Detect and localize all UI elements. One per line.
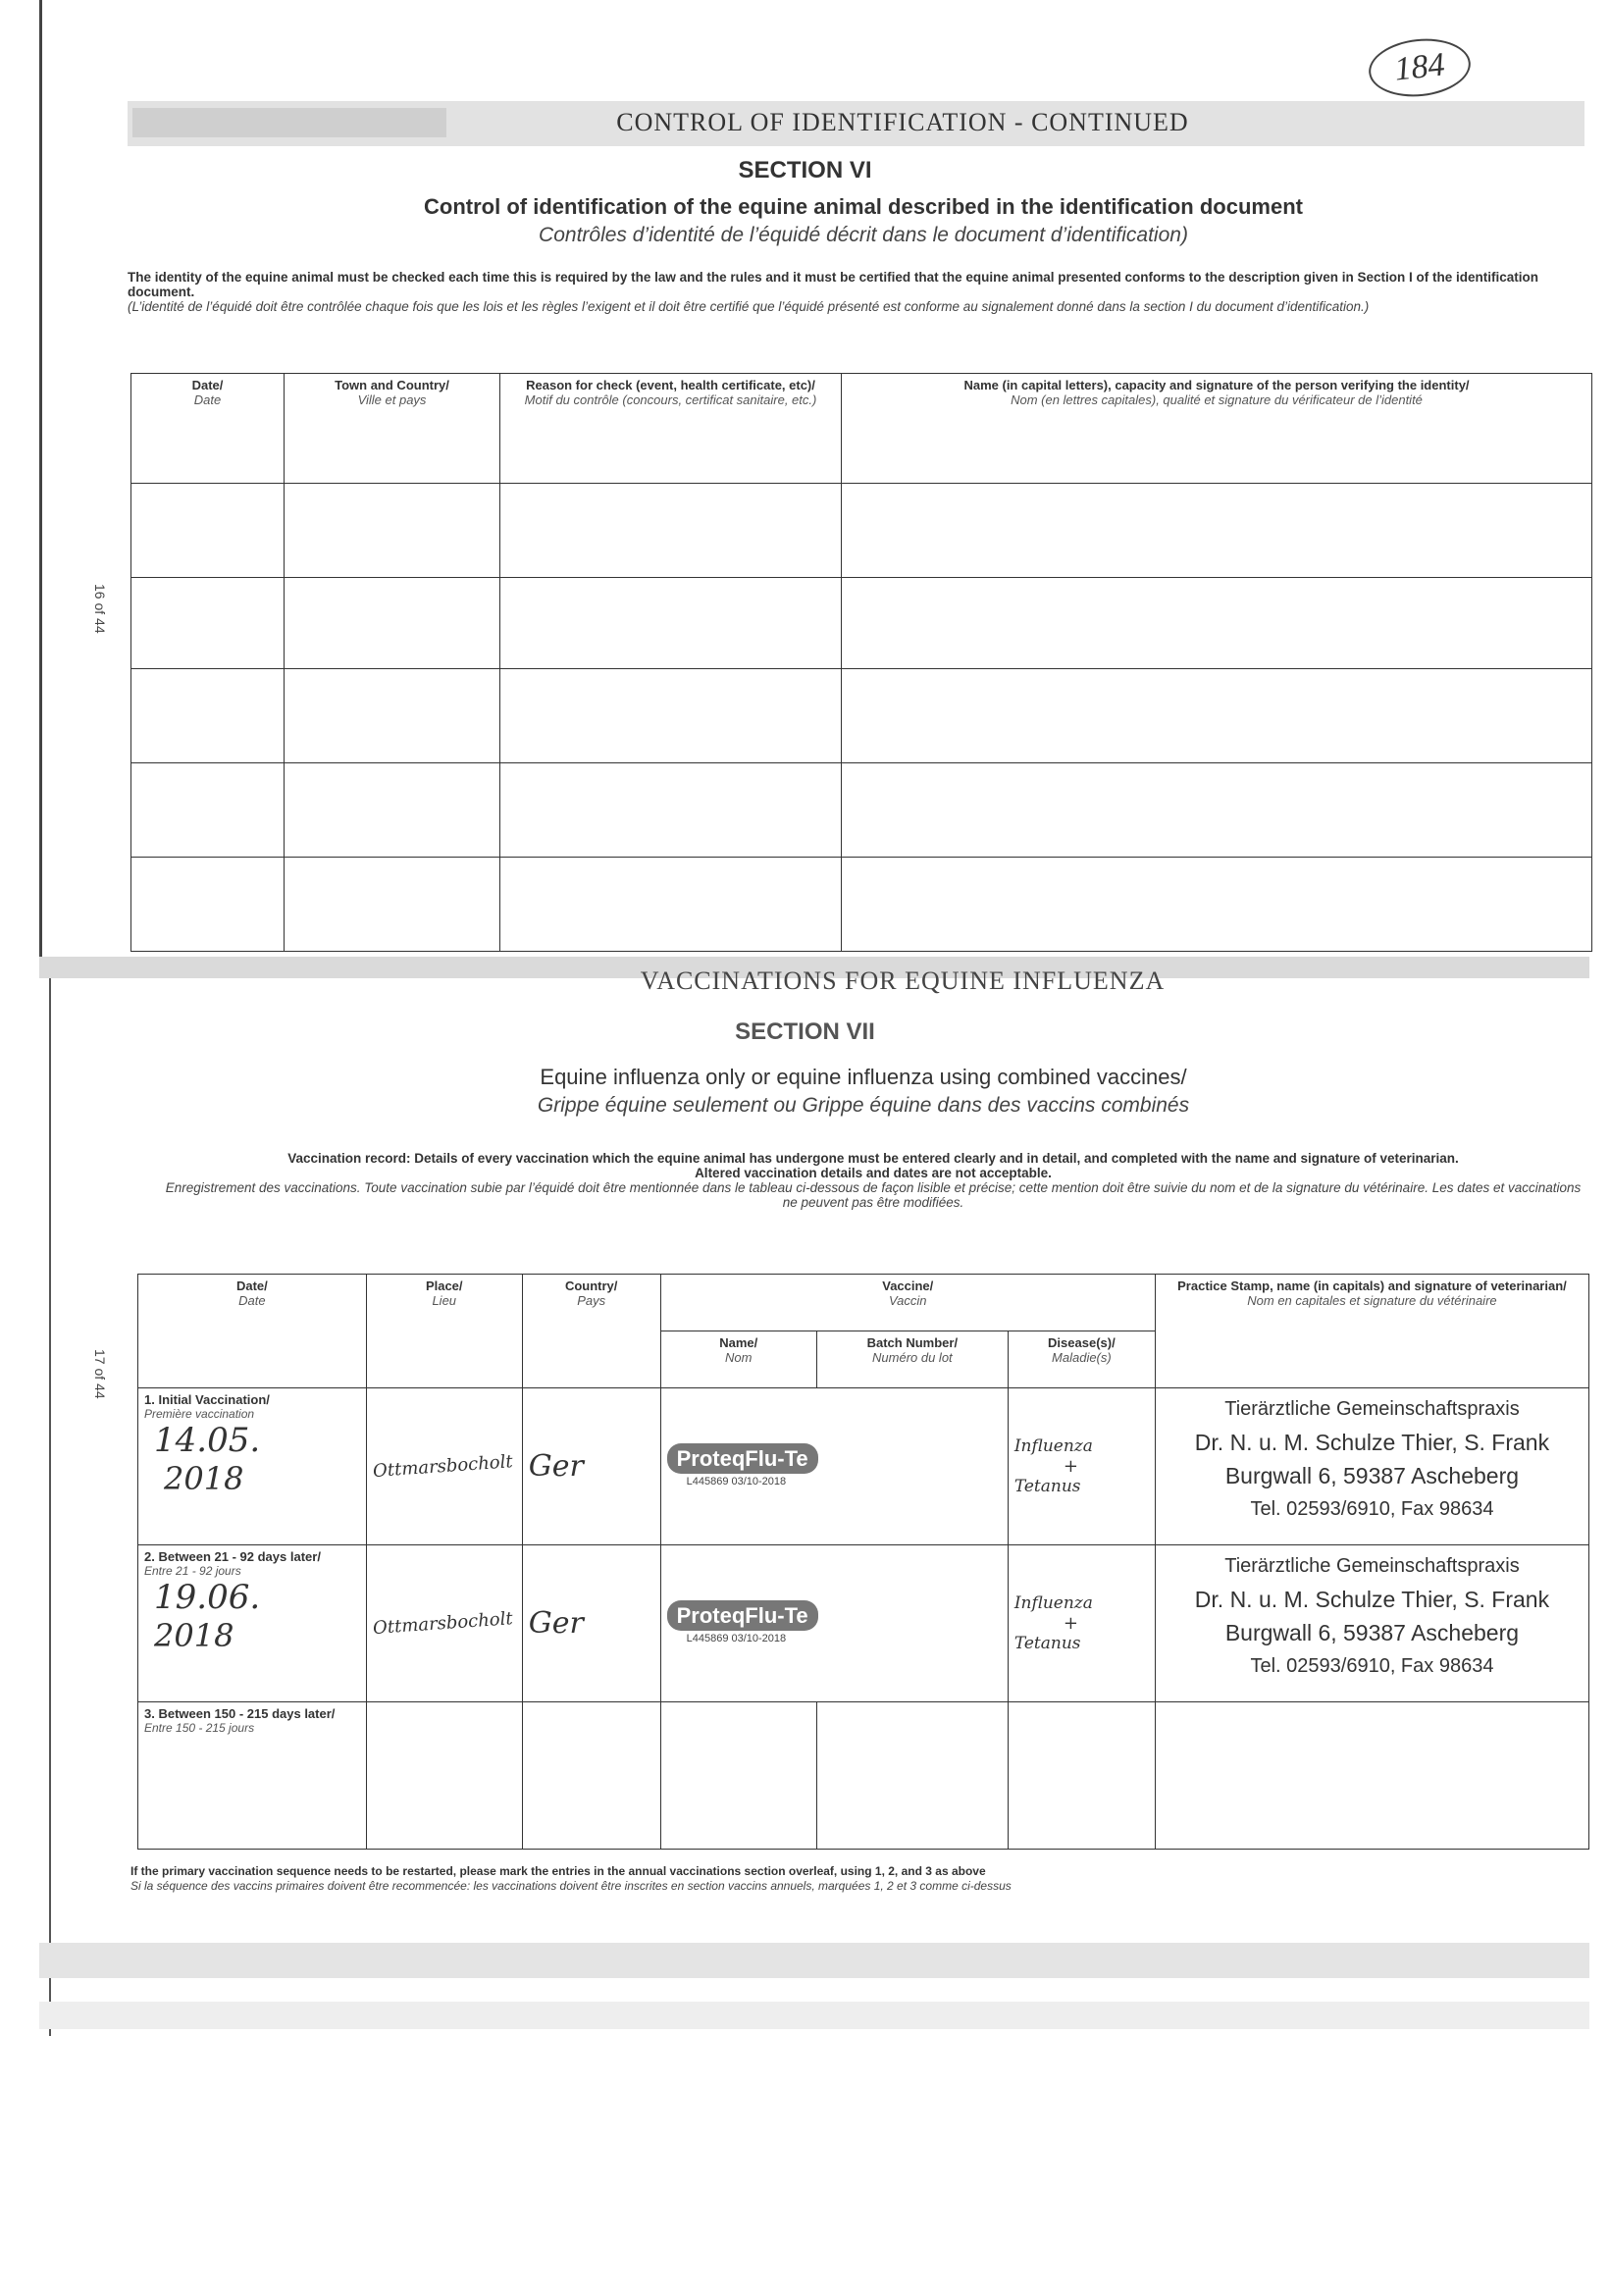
page-edge bbox=[39, 0, 42, 966]
col-batch-header: Batch Number/ Numéro du lot bbox=[816, 1331, 1008, 1388]
section-7-subtitle: Equine influenza only or equine influenza using combined vaccines/ bbox=[540, 1065, 1187, 1089]
table-row bbox=[131, 858, 1592, 952]
vaccine-label-sticker: ProteqFlu-Te bbox=[667, 1443, 818, 1474]
vet-stamp: Tierärztliche Gemeinschaftspraxis Dr. N. u. M. Schulze Thier, S. Frank Burgwall 6, 59387 Ascheberg Tel. 02593/6910, Fax 98634 bbox=[1194, 1398, 1550, 1520]
section-7-faded-header: VACCINATIONS FOR EQUINE INFLUENZA bbox=[640, 966, 1166, 995]
col-place-header: Place/ Lieu bbox=[366, 1275, 522, 1388]
country-cell: Ger bbox=[522, 1545, 660, 1702]
table-row bbox=[131, 578, 1592, 669]
vaccine-sticker-cell: ProteqFlu-Te L445869 03/10-2018 bbox=[660, 1388, 1008, 1545]
section-7-note-en-1: Vaccination record: Details of every vaccination which the equine animal has undergone must be entered clearly and in detail, and completed with the name and signature of veterinarian. bbox=[287, 1151, 1459, 1166]
identification-check-table bbox=[130, 373, 1592, 952]
side-page-label: 17 of 44 bbox=[92, 1349, 108, 1399]
section-6-title: SECTION VI bbox=[738, 157, 872, 183]
vaccination-table bbox=[137, 1274, 1589, 1850]
vet-stamp-cell bbox=[1155, 1545, 1588, 1702]
table-row bbox=[138, 1545, 1589, 1702]
section-7-subtitle-fr: Grippe équine seulement ou Grippe équine dans des vaccins combinés bbox=[537, 1094, 1190, 1117]
page-number: 184 bbox=[1366, 34, 1473, 102]
col-vaccine-header: Vaccine/ Vaccin bbox=[660, 1275, 1155, 1331]
table-row bbox=[131, 669, 1592, 763]
section-6-note-fr: (L’identité de l’équidé doit être contrôlée chaque fois que les lois et les règles l’exigent et il doit être certifié que l’équidé présenté est conforme au signalement donné dans la section I du document d’identification.) bbox=[128, 299, 1370, 314]
col-reason-header: Reason for check (event, health certificate, etc)/ Motif du contrôle (concours, certificat sanitaire, etc.) bbox=[500, 374, 842, 484]
col-country-header: Country/ Pays bbox=[522, 1275, 660, 1388]
page-header-title: CONTROL OF IDENTIFICATION - CONTINUED bbox=[616, 108, 1189, 136]
page-edge bbox=[49, 966, 51, 2036]
disease-cell: Influenza + Tetanus bbox=[1008, 1545, 1155, 1702]
page-edge-shadow bbox=[39, 2002, 1589, 2029]
col-disease-header: Disease(s)/ Maladie(s) bbox=[1008, 1331, 1155, 1388]
col-verifier-header: Name (in capital letters), capacity and signature of the person verifying the identity/ Nom (en lettres capitales), qualité et signature du vérificateur de l’identité bbox=[842, 374, 1592, 484]
section-7-note bbox=[157, 1151, 1589, 1210]
section-6-subtitle-fr: Contrôles d’identité de l’équidé décrit dans le document d’identification) bbox=[539, 224, 1188, 246]
place-cell: Ottmarsbocholt bbox=[366, 1545, 522, 1702]
col-date-header: Date/ Date bbox=[138, 1275, 367, 1388]
section-6-note bbox=[128, 270, 1570, 314]
page-edge-shadow bbox=[39, 1943, 1589, 1978]
col-vaccine-name-header: Name/ Nom bbox=[660, 1331, 816, 1388]
section-7-title: SECTION VII bbox=[735, 1018, 875, 1045]
date-cell: 3. Between 150 - 215 days later/ Entre 150 - 215 jours bbox=[138, 1702, 367, 1850]
date-cell: 2. Between 21 - 92 days later/ Entre 21 - 92 jours 19.06. 2018 bbox=[138, 1545, 367, 1702]
vet-stamp: Tierärztliche Gemeinschaftspraxis Dr. N. u. M. Schulze Thier, S. Frank Burgwall 6, 59387 Ascheberg Tel. 02593/6910, Fax 98634 bbox=[1194, 1555, 1550, 1677]
section-7-note-en-2: Altered vaccination details and dates are not acceptable. bbox=[695, 1166, 1052, 1180]
side-page-label: 16 of 44 bbox=[92, 584, 108, 634]
vaccine-sticker-cell: ProteqFlu-Te L445869 03/10-2018 bbox=[660, 1545, 1008, 1702]
table-header-row bbox=[131, 374, 1592, 484]
table-row bbox=[138, 1702, 1589, 1850]
table-row bbox=[131, 763, 1592, 858]
date-cell: 1. Initial Vaccination/ Première vaccination 14.05. 2018 bbox=[138, 1388, 367, 1545]
col-stamp-header: Practice Stamp, name (in capitals) and signature of veterinarian/ Nom en capitales et signature du vétérinaire bbox=[1155, 1275, 1588, 1388]
country-cell: Ger bbox=[522, 1388, 660, 1545]
table-row bbox=[131, 484, 1592, 578]
section-7-note-fr: Enregistrement des vaccinations. Toute vaccination subie par l’équidé doit être mentionnée dans le tableau ci-dessous de façon lisible et précise; cette mention doit être suivie du nom et de la signature du vétérinaire. Les dates et vaccinations ne peuvent pas être modifiées. bbox=[165, 1180, 1582, 1210]
section-7-footnote: If the primary vaccination sequence needs to be restarted, please mark the entries in the annual vaccinations section overleaf, using 1, 2, and 3 as above Si la séquence des vaccins primaires doivent être recommencée: les vaccinations doivent être inscrites en section vaccins annuels, marquées 1, 2 et 3 comme ci-dessus bbox=[130, 1864, 1012, 1893]
disease-cell: Influenza + Tetanus bbox=[1008, 1388, 1155, 1545]
table-row bbox=[138, 1388, 1589, 1545]
col-town-header: Town and Country/ Ville et pays bbox=[285, 374, 500, 484]
section-6-note-en: The identity of the equine animal must be checked each time this is required by the law and the rules and it must be certified that the equine animal presented conforms to the description given in Section I of the identification document. bbox=[128, 270, 1539, 299]
table-header-row bbox=[138, 1275, 1589, 1331]
section-6-subtitle: Control of identification of the equine animal described in the identification document bbox=[424, 194, 1303, 219]
col-date-header: Date/ Date bbox=[131, 374, 285, 484]
header-bar-shade bbox=[132, 108, 446, 137]
vaccine-label-sticker: ProteqFlu-Te bbox=[667, 1600, 818, 1631]
place-cell: Ottmarsbocholt bbox=[366, 1388, 522, 1545]
vet-stamp-cell bbox=[1155, 1388, 1588, 1545]
